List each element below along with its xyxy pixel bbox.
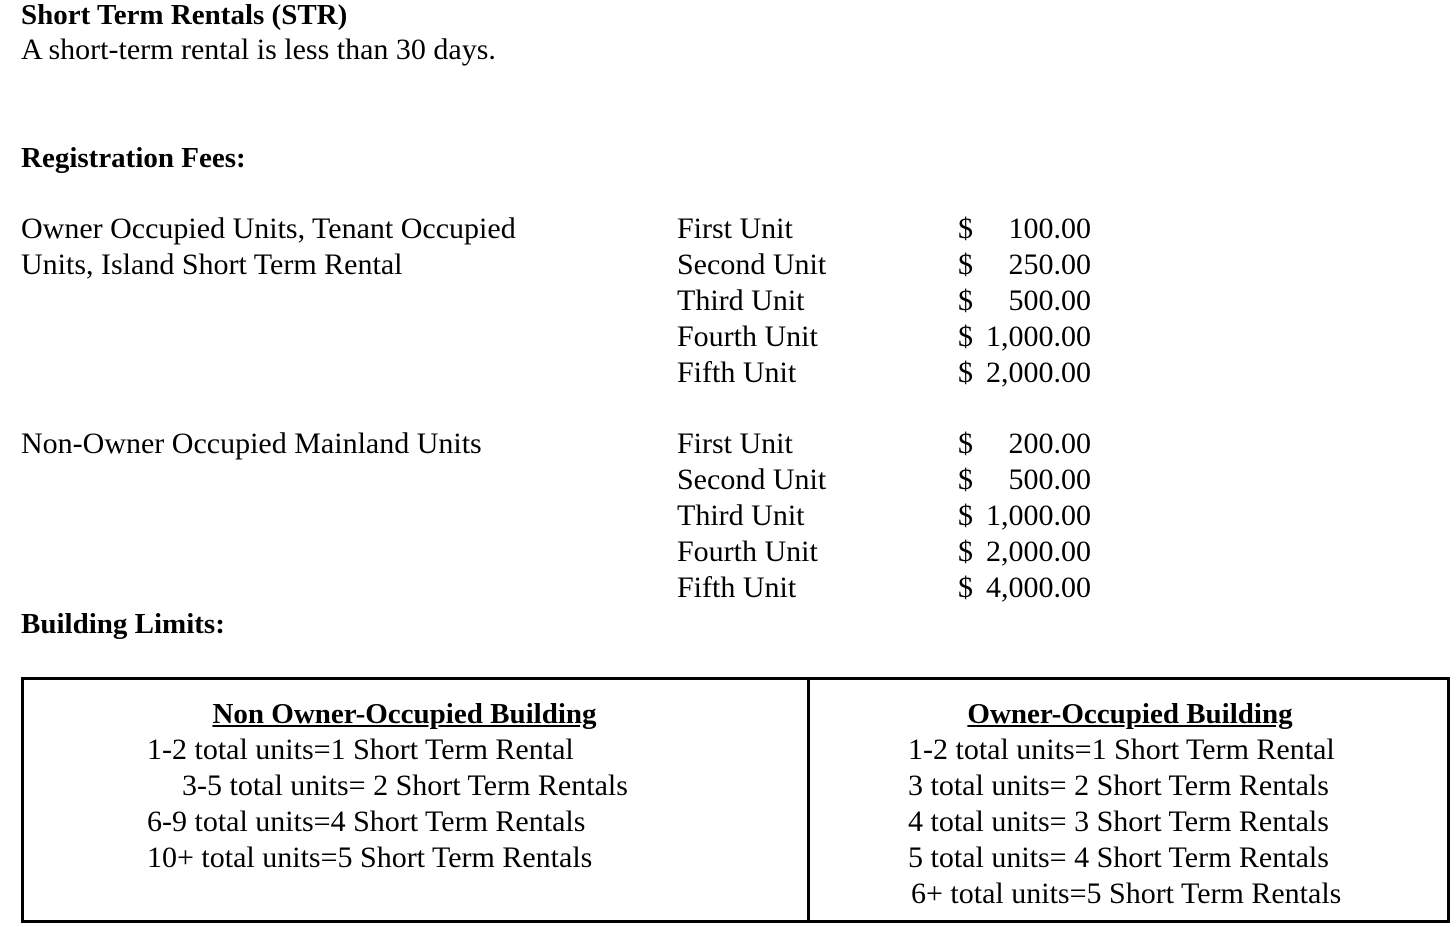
fee-amount: 100.00 [1008, 212, 1091, 245]
fee-row [677, 283, 1097, 319]
fee-unit-label: Fourth Unit [677, 535, 818, 568]
limit-line: 3 total units= 2 Short Term Rentals [908, 769, 1329, 802]
fee-row [677, 426, 1097, 462]
fee-category-label: Owner Occupied Units, Tenant Occupied Units, Island Short Term Rental [21, 212, 516, 281]
fee-currency-symbol: $ [958, 356, 973, 389]
fee-amount: 250.00 [1008, 248, 1091, 281]
fee-rows [677, 426, 1097, 606]
non-owner-occupied-header: Non Owner-Occupied Building [212, 698, 597, 730]
fee-unit-label: Fifth Unit [677, 356, 797, 389]
fee-unit-label: Third Unit [677, 284, 805, 317]
limit-line: 5 total units= 4 Short Term Rentals [908, 841, 1329, 874]
fee-category-label: Non-Owner Occupied Mainland Units [21, 427, 482, 460]
fee-unit-label: Fifth Unit [677, 571, 797, 604]
registration-fees-heading: Registration Fees: [21, 142, 246, 174]
fee-amount: 1,000.00 [986, 320, 1091, 353]
fee-row [677, 247, 1097, 283]
limit-line: 1-2 total units=1 Short Term Rental [908, 733, 1335, 766]
fee-row [677, 462, 1097, 498]
fee-currency-symbol: $ [958, 284, 973, 317]
limit-line: 6+ total units=5 Short Term Rentals [911, 877, 1342, 910]
fee-unit-label: Third Unit [677, 499, 805, 532]
fee-amount: 500.00 [1008, 284, 1091, 317]
owner-occupied-column [810, 696, 1450, 912]
fee-unit-label: Second Unit [677, 248, 827, 281]
owner-occupied-header: Owner-Occupied Building [967, 698, 1293, 730]
building-limits-heading: Building Limits: [21, 608, 225, 640]
fee-amount: 500.00 [1008, 463, 1091, 496]
limit-line: 1-2 total units=1 Short Term Rental [147, 733, 574, 766]
fee-currency-symbol: $ [958, 248, 973, 281]
non-owner-occupied-column [24, 696, 807, 876]
fee-amount: 200.00 [1008, 427, 1091, 460]
fee-row [677, 534, 1097, 570]
fee-currency-symbol: $ [958, 212, 973, 245]
fee-row [677, 498, 1097, 534]
fee-amount: 1,000.00 [986, 499, 1091, 532]
fee-amount: 2,000.00 [986, 535, 1091, 568]
fee-row [677, 319, 1097, 355]
fee-row [677, 570, 1097, 606]
fee-currency-symbol: $ [958, 463, 973, 496]
fee-unit-label: First Unit [677, 212, 793, 245]
limit-line: 10+ total units=5 Short Term Rentals [147, 841, 593, 874]
fee-unit-label: Second Unit [677, 463, 827, 496]
fee-row [677, 355, 1097, 391]
limit-line: 4 total units= 3 Short Term Rentals [908, 805, 1329, 838]
fee-row [677, 211, 1097, 247]
building-limits-table [21, 677, 1450, 923]
fee-currency-symbol: $ [958, 571, 973, 604]
fee-amount: 2,000.00 [986, 356, 1091, 389]
limit-line: 6-9 total units=4 Short Term Rentals [147, 805, 586, 838]
fee-rows [677, 211, 1097, 391]
fee-unit-label: First Unit [677, 427, 793, 460]
limit-line: 3-5 total units= 2 Short Term Rentals [182, 769, 628, 802]
fee-currency-symbol: $ [958, 427, 973, 460]
fee-currency-symbol: $ [958, 499, 973, 532]
fee-currency-symbol: $ [958, 535, 973, 568]
fee-unit-label: Fourth Unit [677, 320, 818, 353]
fee-amount: 4,000.00 [986, 571, 1091, 604]
document-subtitle: A short-term rental is less than 30 days. [21, 33, 496, 66]
fee-currency-symbol: $ [958, 320, 973, 353]
document-title: Short Term Rentals (STR) [21, 0, 348, 31]
